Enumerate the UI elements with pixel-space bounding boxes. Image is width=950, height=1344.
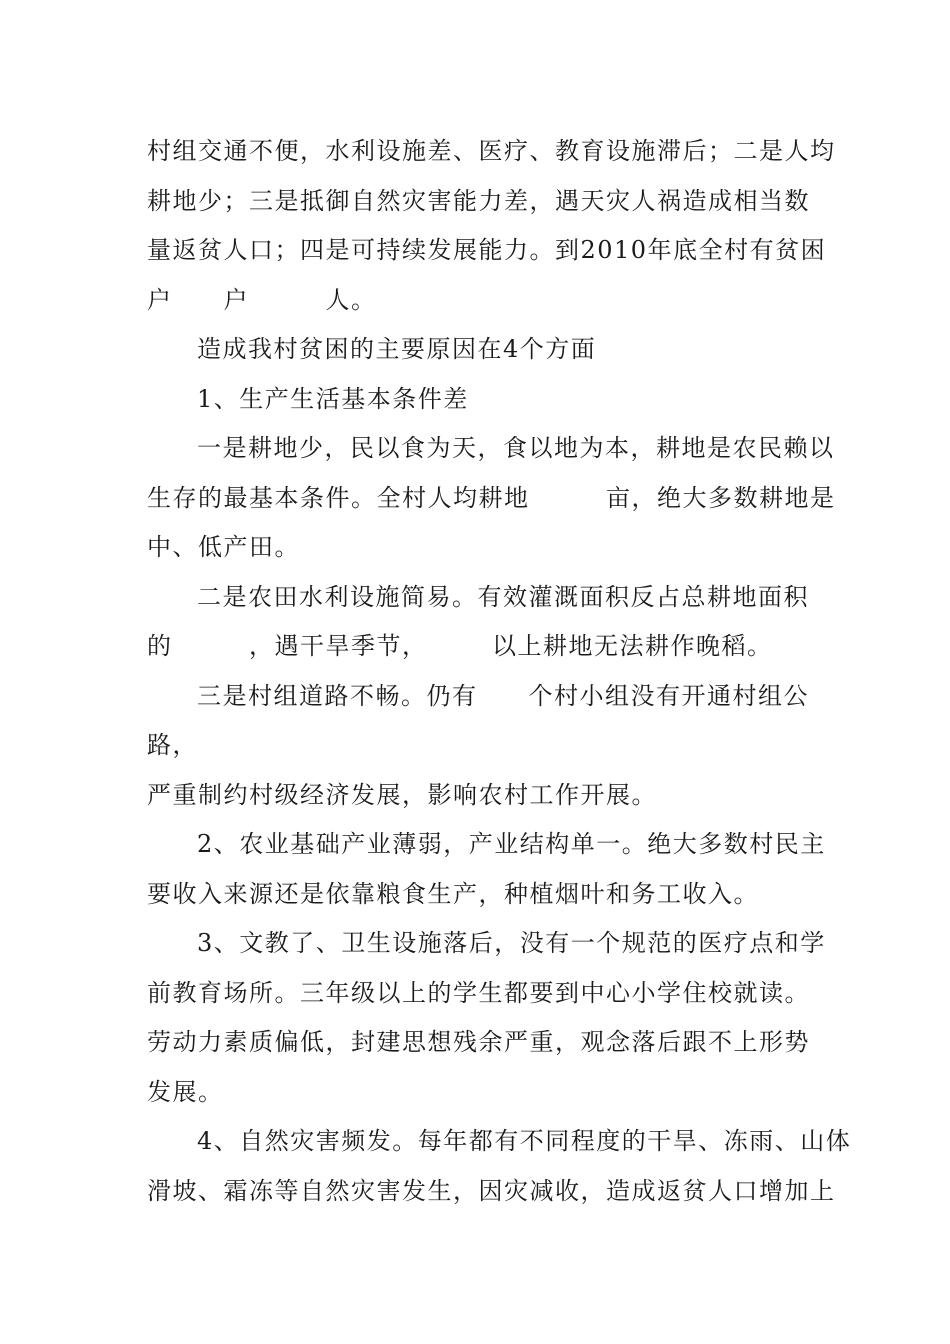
section-heading-1: 1、生产生活基本条件差 bbox=[197, 384, 469, 413]
text-line-11: 的 ，遇干旱季节， 以上耕地无法耕作晚稻。 bbox=[147, 632, 773, 660]
text-line-9: 中、低产田。 bbox=[147, 533, 300, 561]
text-line-22: 滑坡、霜冻等自然灾害发生，因灾减收，造成返贫人口增加上 bbox=[147, 1176, 836, 1205]
text-line-13: 路， bbox=[147, 731, 198, 759]
text-line-20: 发展。 bbox=[147, 1077, 224, 1106]
document-body bbox=[147, 127, 852, 1216]
text-line-8: 生存的最基本条件。全村人均耕地 亩，绝大多数耕地是 bbox=[147, 483, 836, 512]
text-line-4: 户 户 人。 bbox=[147, 285, 377, 314]
text-line-12: 三是村组道路不畅。仍有 个村小组没有开通村组公 bbox=[197, 681, 809, 710]
text-line-2: 耕地少；三是抵御自然灾害能力差，遇天灾人祸造成相当数 bbox=[147, 186, 810, 215]
text-line-19: 劳动力素质偏低，封建思想残余严重，观念落后跟不上形势 bbox=[147, 1028, 810, 1056]
text-line-16: 要收入来源还是依靠粮食生产，种植烟叶和务工收入。 bbox=[147, 879, 759, 908]
text-line-7: 一是耕地少，民以食为天，食以地为本，耕地是农民赖以 bbox=[197, 434, 835, 462]
paragraph-heading: 造成我村贫困的主要原因在4个方面 bbox=[197, 335, 597, 363]
text-line-3: 量返贫人口；四是可持续发展能力。到2010年底全村有贫困 bbox=[147, 236, 827, 264]
section-heading-4: 4、自然灾害频发。每年都有不同程度的干旱、冻雨、山体 bbox=[197, 1127, 852, 1155]
section-heading-3: 3、文教了、卫生设施落后，没有一个规范的医疗点和学 bbox=[197, 929, 826, 957]
text-line-18: 前教育场所。三年级以上的学生都要到中心小学住校就读。 bbox=[147, 978, 810, 1007]
text-line-1: 村组交通不便，水利设施差、医疗、教育设施滞后；二是人均 bbox=[147, 137, 836, 165]
text-line-14: 严重制约村级经济发展，影响农村工作开展。 bbox=[147, 780, 657, 809]
text-line-10: 二是农田水利设施简易。有效灌溉面积反占总耕地面积 bbox=[197, 582, 809, 611]
section-heading-2: 2、农业基础产业薄弱，产业结构单一。绝大多数村民主 bbox=[197, 830, 826, 858]
